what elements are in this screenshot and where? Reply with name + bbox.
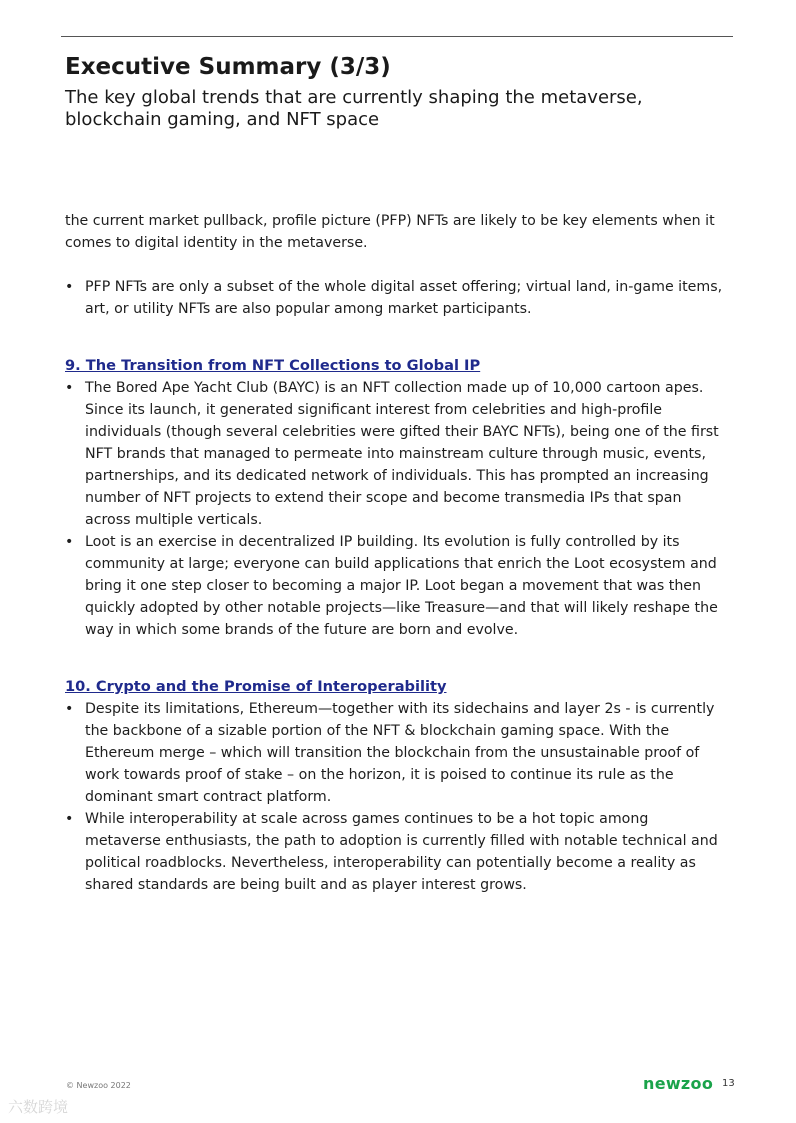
list-item: • While interoperability at scale across games continues to be a hot topic among metaverse enthusiasts, the path to adoption is currently filled with notable technical and political roadblocks. Nevertheless, interoperability can potentially become a reality as shared standards are being built and as player interest grows.	[65, 808, 725, 896]
list-item: • The Bored Ape Yacht Club (BAYC) is an NFT collection made up of 10,000 cartoon apes. Since its launch, it generated significant interest from celebrities and high-profile individuals (though several celebrities were gifted their BAYC NFTs), being one of the first NFT brands that managed to permeate into mainstream culture through music, events, partnerships, and its dedicated network of individuals. This has prompted an increasing number of NFT projects to extend their scope and become transmedia IPs that span across multiple verticals.	[65, 377, 725, 531]
watermark-logo: 六数跨境	[8, 1098, 69, 1116]
section-10-bullets	[65, 698, 725, 896]
section-heading-9[interactable]: 9. The Transition from NFT Collections to Global IP	[65, 357, 481, 374]
list-item: • Despite its limitations, Ethereum—together with its sidechains and layer 2s - is currently the backbone of a sizable portion of the NFT & blockchain gaming space. With the Ethereum merge – which will transition the blockchain from the unsustainable proof of work towards proof of stake – on the horizon, it is poised to continue its rule as the dominant smart contract platform.	[65, 698, 725, 808]
page-title: Executive Summary (3/3)	[65, 54, 391, 80]
body-content	[65, 210, 725, 896]
page-number: 13	[722, 1078, 735, 1089]
list-item: • Loot is an exercise in decentralized IP building. Its evolution is fully controlled by its community at large; everyone can build applications that enrich the Loot ecosystem and bring it one step closer to becoming a major IP. Loot began a movement that was then quickly adopted by other notable projects—like Treasure—and that will likely reshape the way in which some brands of the future are born and evolve.	[65, 531, 725, 641]
page-subtitle: The key global trends that are currently shaping the metaverse, blockchain gaming, and NFT space	[65, 87, 643, 130]
header-rule	[61, 36, 733, 37]
section-9-bullets	[65, 377, 725, 641]
intro-bullets	[65, 276, 725, 320]
newzoo-logo: newzoo	[643, 1074, 714, 1093]
intro-paragraph: the current market pullback, profile picture (PFP) NFTs are likely to be key elements when it comes to digital identity in the metaverse.	[65, 213, 715, 251]
list-item: • PFP NFTs are only a subset of the whole digital asset offering; virtual land, in-game items, art, or utility NFTs are also popular among market participants.	[65, 276, 725, 320]
copyright: © Newzoo 2022	[66, 1081, 131, 1090]
section-heading-10[interactable]: 10. Crypto and the Promise of Interoperability	[65, 678, 447, 695]
